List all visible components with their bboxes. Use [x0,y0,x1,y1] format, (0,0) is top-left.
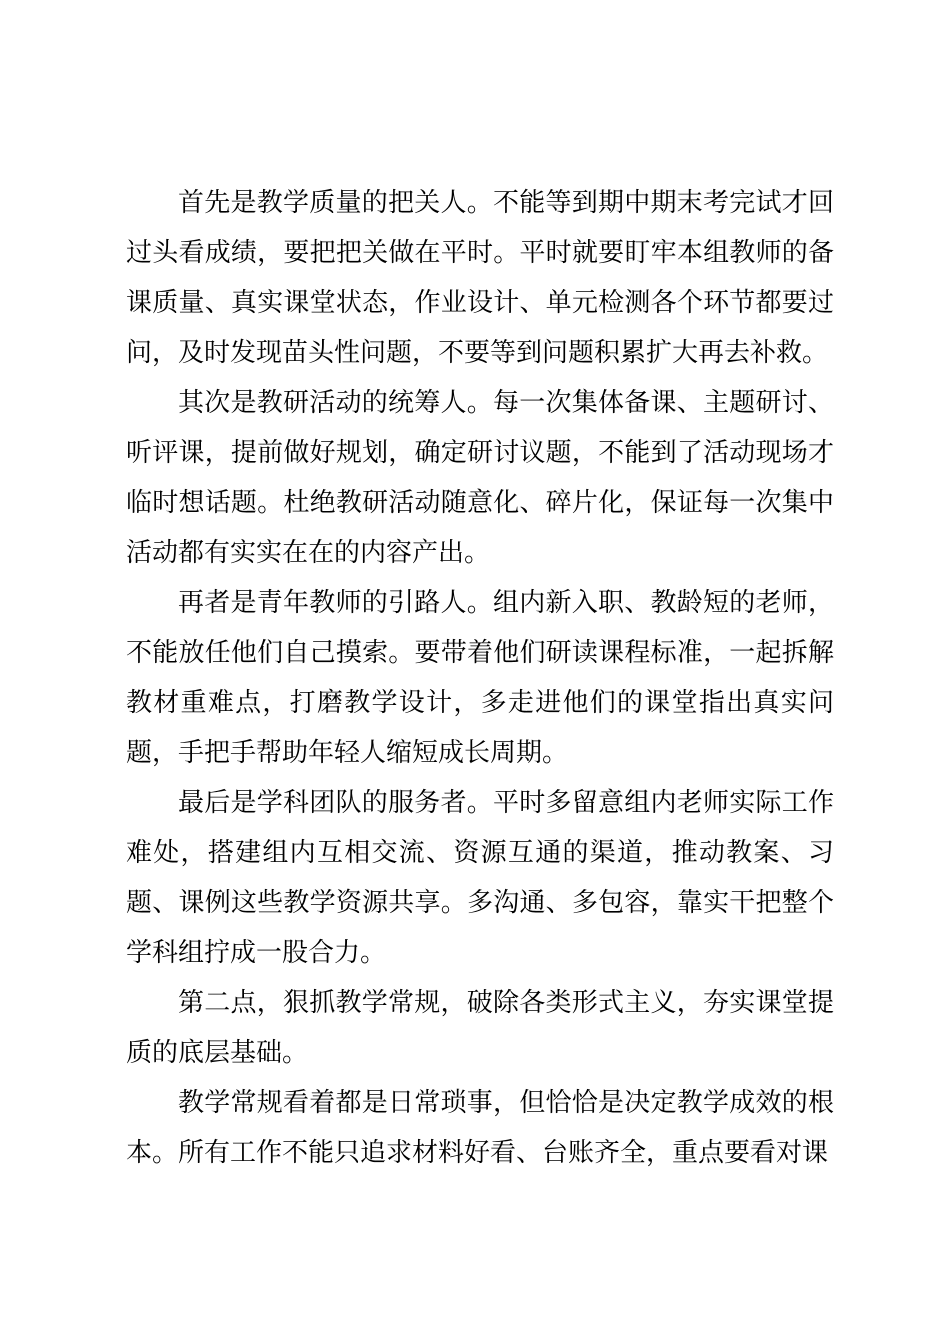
paragraph-teaching-routine: 教学常规看着都是日常琐事，但恰恰是决定教学成效的根本。所有工作不能只追求材料好看、台账齐全，重点要看对课 [126,1088,834,1168]
paragraph-team-servant: 最后是学科团队的服务者。平时多留意组内老师实际工作难处，搭建组内互相交流、资源互通的渠道，推动教案、习题、课例这些教学资源共享。多沟通、多包容，靠实干把整个学科组拧成一股合力。 [126,788,834,968]
paragraph-young-teacher-guide: 再者是青年教师的引路人。组内新入职、教龄短的老师，不能放任他们自己摸索。要带着他们研读课程标准，一起拆解教材重难点，打磨教学设计，多走进他们的课堂指出真实问题，手把手帮助年轻人缩短成长周期。 [126,588,834,768]
document-body [126,178,834,1178]
paragraph-research-coordinator: 其次是教研活动的统筹人。每一次集体备课、主题研讨、听评课，提前做好规划，确定研讨议题，不能到了活动现场才临时想话题。杜绝教研活动随意化、碎片化，保证每一次集中活动都有实实在在的内容产出。 [126,388,834,568]
paragraph-quality-gatekeeper: 首先是教学质量的把关人。不能等到期中期末考完试才回过头看成绩，要把把关做在平时。平时就要盯牢本组教师的备课质量、真实课堂状态，作业设计、单元检测各个环节都要过问，及时发现苗头性问题，不要等到问题积累扩大再去补救。 [126,188,834,368]
paragraph-second-point-heading: 第二点，狠抓教学常规，破除各类形式主义，夯实课堂提质的底层基础。 [126,988,834,1068]
